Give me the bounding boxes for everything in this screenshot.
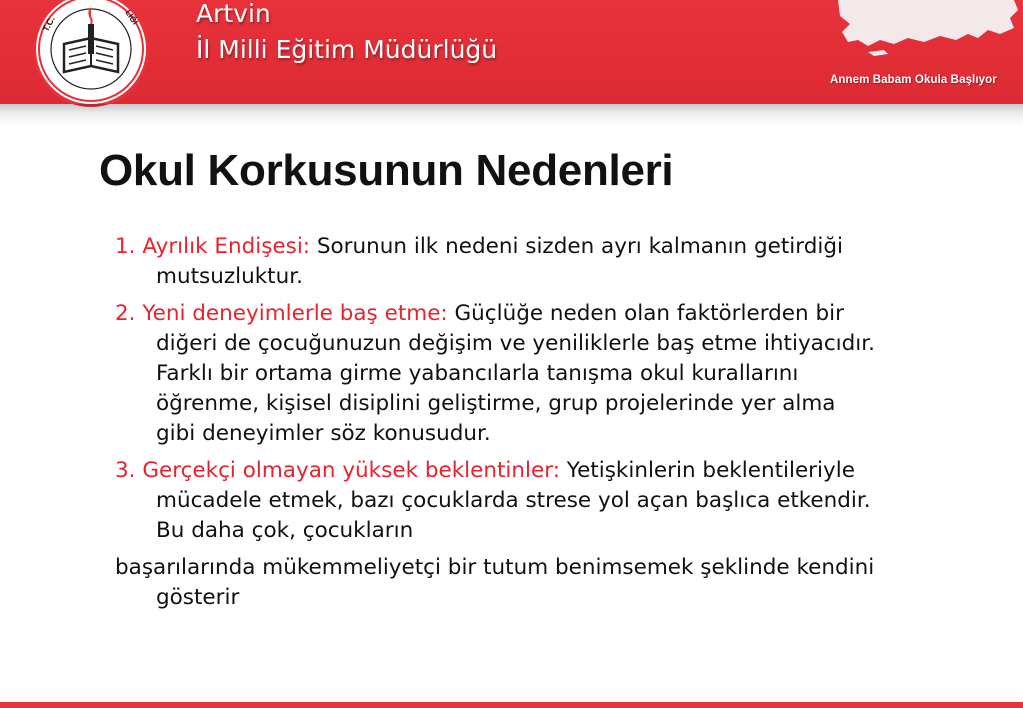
turkey-map-icon — [828, 0, 1023, 60]
header-city: Artvin — [196, 0, 271, 28]
header-directorate: İl Milli Eğitim Müdürlüğü — [196, 35, 498, 64]
paragraph-text: Yetişkinlerin beklentileriyle mücadele etmek, bazı çocuklarda strese yol açan başlıca etkendir. Bu daha çok, çocukların — [156, 458, 871, 543]
slide-title: Okul Korkusunun Nedenleri — [99, 146, 674, 195]
logo-ring-left-text: T.C. — [40, 14, 57, 34]
campaign-tagline: Annem Babam Okula Başlıyor — [830, 74, 997, 86]
paragraph-lead: 1. Ayrılık Endişesi: — [115, 234, 311, 259]
paragraph-separation-anxiety — [115, 232, 875, 292]
ministry-emblem-icon — [36, 0, 146, 104]
slide-content — [115, 232, 875, 620]
paragraph-perfectionism — [115, 553, 875, 613]
footer-accent-line — [0, 702, 1023, 708]
paragraph-high-expectations — [115, 456, 875, 546]
ministry-logo — [36, 0, 146, 104]
paragraph-lead: 3. Gerçekçi olmayan yüksek beklentinler: — [115, 458, 560, 483]
paragraph-text: Güçlüğe neden olan faktörlerden bir diğeri de çocuğunuzun değişim ve yeniliklerle baş etme ihtiyacıdır. Farklı bir ortama girme yabancılarla tanışma okul kurallarını öğrenme, kişisel disiplini geliştirme, grup projelerinde yer alma gibi deneyimler söz konusudur. — [156, 301, 875, 446]
header-title — [196, 0, 497, 68]
paragraph-text: Sorunun ilk nedeni sizden ayrı kalmanın getirdiği mutsuzluktur. — [156, 234, 843, 289]
paragraph-lead: 2. Yeni deneyimlerle baş etme: — [115, 301, 448, 326]
header-shadow — [0, 104, 1023, 126]
paragraph-text: başarılarında mükemmeliyetçi bir tutum benimsemek şeklinde kendini gösterir — [115, 555, 875, 610]
header-banner — [0, 0, 1023, 104]
paragraph-new-experiences — [115, 299, 875, 449]
logo-ring-right-text: LIĞI — [123, 8, 140, 27]
